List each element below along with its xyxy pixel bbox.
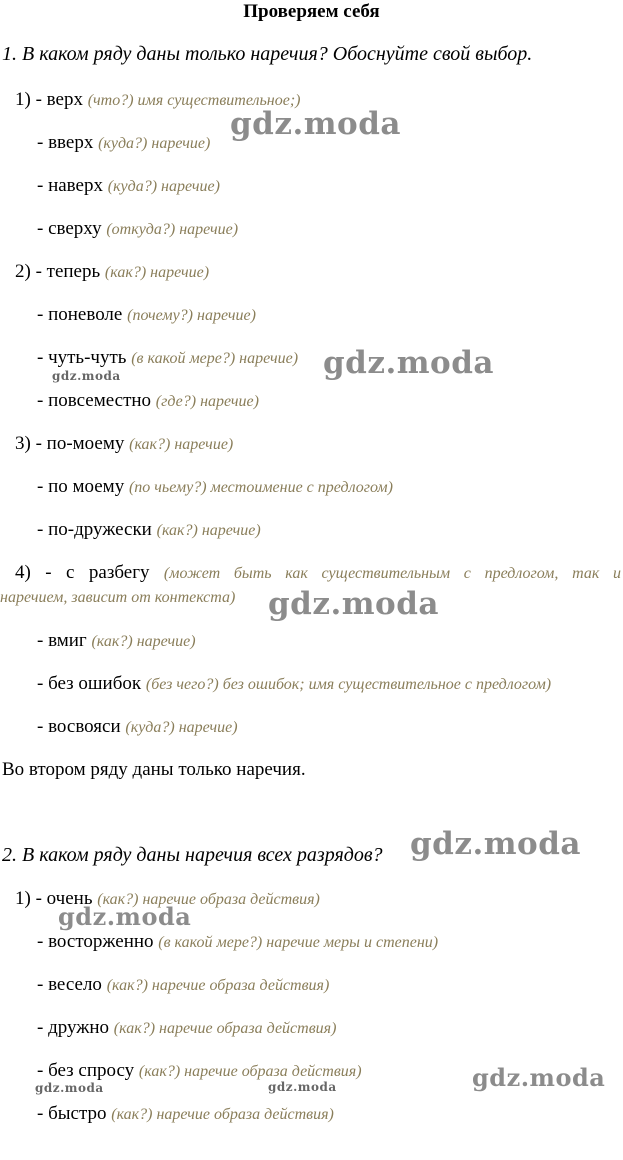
list-item — [37, 475, 393, 500]
question-2: 2. В каком ряду даны наречия всех разрядов? — [2, 844, 383, 866]
list-item — [37, 973, 329, 998]
item-label: - по моему — [37, 476, 125, 497]
item-note: (как?) наречие) — [91, 633, 196, 650]
item-note: (в какой мере?) наречие меры и степени) — [158, 934, 439, 951]
item-note: (почему?) наречие) — [127, 307, 256, 324]
item-note: (как?) наречие) — [104, 264, 210, 281]
list-item — [15, 561, 621, 586]
watermark-logo: gdz.moda — [268, 586, 439, 622]
item-label: - наверх — [37, 175, 103, 196]
item-label: - восторженно — [37, 931, 154, 952]
item-label: - чуть-чуть — [37, 347, 127, 368]
list-item — [37, 1102, 334, 1127]
item-label: - сверху — [37, 218, 102, 239]
item-note: (где?) наречие) — [155, 393, 259, 410]
item-note: (как?) наречие образа действия) — [111, 1106, 334, 1123]
item-note: (как?) наречие образа действия) — [113, 1020, 337, 1037]
answer-text: Во втором ряду даны только наречия. — [2, 759, 306, 780]
list-item — [37, 389, 259, 414]
item-label: - поневоле — [37, 304, 123, 325]
item-note: (куда?) наречие) — [125, 719, 238, 736]
item-label: - восвояси — [37, 716, 121, 737]
item-label: - без ошибок — [37, 673, 142, 694]
list-item — [37, 1016, 336, 1041]
watermark-logo: gdz.moda — [268, 1080, 337, 1094]
item-note: (как?) наречие) — [129, 436, 234, 453]
item-note: (может быть как существительным с предлогом, так и — [163, 565, 621, 582]
list-item — [37, 672, 551, 697]
item-label: - по-дружески — [37, 519, 152, 540]
item-note: (в какой мере?) наречие) — [131, 350, 299, 367]
item-label: - повсеместно — [37, 390, 152, 411]
item-label: - вмиг — [37, 630, 87, 651]
item-note: (как?) наречие образа действия) — [106, 977, 330, 994]
item-note: (как?) наречие образа действия) — [138, 1063, 362, 1080]
item-label: - вверх — [37, 132, 94, 153]
list-item — [37, 131, 210, 156]
watermark-logo: gdz.moda — [35, 1081, 104, 1095]
item-label: - без спросу — [37, 1060, 135, 1081]
item-note: (как?) наречие образа действия) — [97, 891, 320, 908]
item-label: 4) - с разбегу — [15, 562, 150, 583]
list-item — [15, 260, 209, 285]
list-item — [37, 174, 220, 199]
item-label: 3) - по-моему — [15, 433, 125, 454]
item-note: (как?) наречие) — [156, 522, 261, 539]
item-note: (по чьему?) местоимение с предлогом) — [128, 479, 393, 496]
watermark-logo: gdz.moda — [58, 902, 192, 931]
list-item — [37, 715, 238, 740]
item-label: - дружно — [37, 1017, 110, 1038]
item-note: (без чего?) без ошибок; имя существительное с предлогом) — [145, 676, 552, 693]
watermark-logo: gdz.moda — [410, 826, 581, 862]
item-note: (откуда?) наречие) — [106, 221, 239, 238]
item-note: наречием, зависит от контекста) — [0, 589, 236, 606]
page-title: Проверяем себя — [243, 1, 380, 22]
list-item — [37, 930, 438, 955]
list-item — [37, 303, 256, 328]
item-note: (куда?) наречие) — [98, 135, 211, 152]
list-item — [37, 518, 261, 543]
watermark-logo: gdz.moda — [323, 345, 494, 381]
item-label: 1) - очень — [15, 888, 93, 909]
question-1: 1. В каком ряду даны только наречия? Обоснуйте свой выбор. — [2, 43, 533, 65]
list-item — [37, 629, 196, 654]
watermark-logo: gdz.moda — [472, 1063, 606, 1092]
item-label: 2) - теперь — [15, 261, 101, 282]
list-item — [37, 217, 238, 242]
list-item — [15, 432, 233, 457]
watermark-logo: gdz.moda — [52, 369, 121, 383]
item-label: - быстро — [37, 1103, 107, 1124]
item-label: 1) - верх — [15, 89, 83, 110]
watermark-logo: gdz.moda — [230, 106, 401, 142]
item-note: (куда?) наречие) — [107, 178, 220, 195]
item-note: (что?) имя существительное;) — [87, 92, 301, 109]
list-item — [37, 346, 298, 371]
item-label: - весело — [37, 974, 102, 995]
list-item-continuation — [0, 585, 235, 610]
